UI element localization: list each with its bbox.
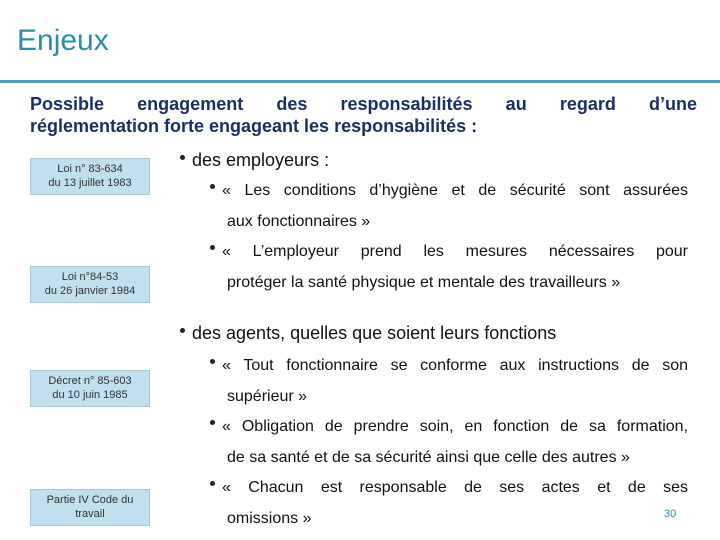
bullet-line: omissions » [227,510,312,527]
section-heading-text: des employeurs : [192,150,330,170]
ref-box-loi-84-53 [30,266,150,303]
bullet-line: supérieur » [227,388,308,405]
slide-title: Enjeux [17,24,109,57]
bullet-line: aux fonctionnaires » [227,213,371,230]
bullet-line [210,236,688,267]
bullet-text: « Obligation de prendre soin, en fonction de sa formation, [222,418,688,435]
section-heading-text: des agents, quelles que soient leurs fonctions [192,323,557,343]
bullet-item [210,350,688,412]
bullet-icon [210,420,215,425]
bullet-line [210,472,688,503]
bullet-line [210,175,688,206]
intro-line: Possible engagement des responsabilités au regard d’une [30,94,697,114]
bullet-icon [210,245,215,250]
ref-box-line: travail [75,508,105,520]
ref-box-line: Loi n° 83-634 [57,163,123,175]
bullet-text: « Tout fonctionnaire se conforme aux instructions de son [222,357,688,374]
ref-box-line: du 13 juillet 1983 [48,177,132,189]
section-heading-agents [180,323,556,344]
ref-box-line: du 10 juin 1985 [52,389,128,401]
ref-box-line: Partie IV Code du [46,494,134,506]
intro-text [30,93,697,137]
bullet-text: « L’employeur prend les mesures nécessaires pour [222,243,688,260]
bullet-icon [180,328,185,333]
page-number: 30 [664,508,677,520]
bullet-line: protéger la santé physique et mentale des travailleurs » [227,274,621,291]
title-divider [0,80,720,83]
ref-box-line: Décret n° 85-603 [48,375,132,387]
bullet-item [210,175,688,237]
bullet-icon [180,155,185,160]
ref-box-code-du-travail [30,489,150,526]
bullet-text: « Les conditions d’hygiène et de sécurité sont assurées [222,182,688,199]
bullet-item [210,411,688,473]
section-heading-employeurs [180,150,329,171]
ref-box-decret-85-603 [30,370,150,407]
ref-box-loi-83-634 [30,158,150,195]
bullet-line [210,411,688,442]
bullet-line [210,350,688,381]
bullet-text: « Chacun est responsable de ses actes et de ses [222,479,688,496]
ref-box-line: Loi n°84-53 [61,271,119,283]
bullet-icon [210,481,215,486]
bullet-icon [210,184,215,189]
bullet-icon [210,359,215,364]
bullet-line: de sa santé et de sa sécurité ainsi que celle des autres » [227,449,630,466]
intro-line: réglementation forte engageant les responsabilités : [30,116,478,136]
bullet-item [210,472,688,534]
ref-box-line: du 26 janvier 1984 [44,285,136,297]
bullet-item [210,236,688,298]
